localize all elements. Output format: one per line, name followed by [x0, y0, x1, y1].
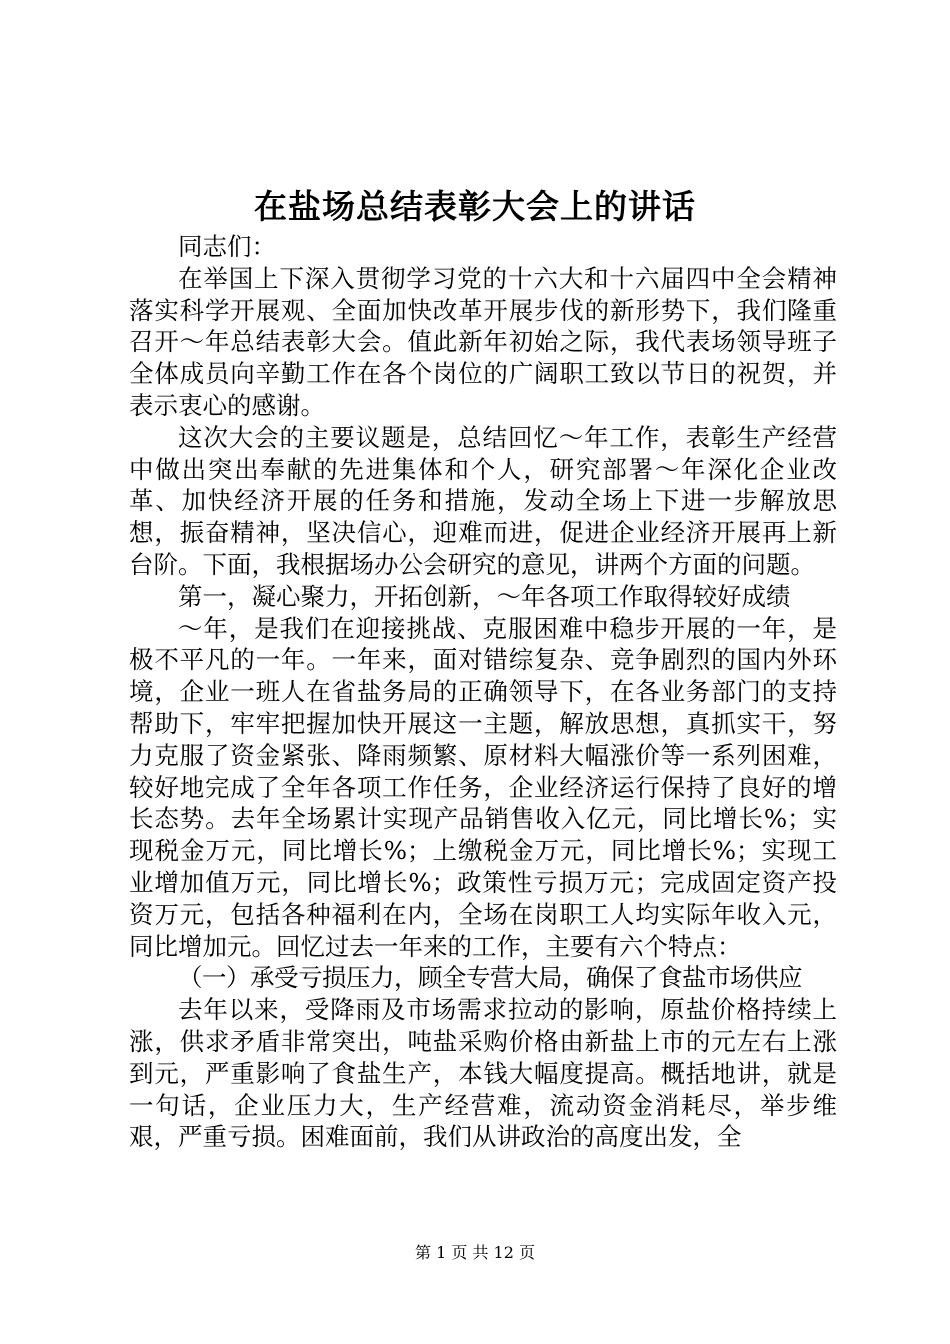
subsection-heading: （一）承受亏损压力，顾全专营大局，确保了食盐市场供应: [178, 963, 802, 993]
intro-paragraph-1: 在举国上下深入贯彻学习党的十六大和十六届四中全会精神落实科学开展观、全面加快改革开展步伐的新形势下，我们隆重召开～年总结表彰大会。值此新年初始之际，我代表场领导班子全体成员向辛勤工作在各个岗位的广阔职工致以节日的祝贺，并表示衷心的感谢。: [129, 263, 837, 420]
section-heading: 第一，凝心聚力，开拓创新，～年各项工作取得较好成绩: [178, 581, 791, 611]
subsection-paragraph: 去年以来，受降雨及市场需求拉动的影响，原盐价格持续上涨，供求矛盾非常突出，吨盐采购价格由新盐上市的元左右上涨到元，严重影响了食盐生产，本钱大幅度提高。概括地讲，就是一句话，企业压力大，生产经营难，流动资金消耗尽，举步维艰，严重亏损。困难面前，我们从讲政治的高度出发，全: [129, 995, 837, 1152]
document-title: 在盐场总结表彰大会上的讲话: [254, 187, 696, 226]
intro-paragraph-2: 这次大会的主要议题是，总结回忆～年工作，表彰生产经营中做出突出奉献的先进集体和个人，研究部署～年深化企业改革、加快经济开展的任务和措施，发动全场上下进一步解放思想，振奋精神，坚决信心，迎难而进，促进企业经济开展再上新台阶。下面，我根据场办公会研究的意见，讲两个方面的问题。: [129, 422, 837, 579]
page-footer: 第 1 页 共 12 页: [415, 1243, 535, 1262]
salutation: 同志们：: [178, 232, 276, 261]
section-paragraph: ～年，是我们在迎接挑战、克服困难中稳步开展的一年，是极不平凡的一年。一年来，面对错综复杂、竞争剧烈的国内外环境，企业一班人在省盐务局的正确领导下，在各业务部门的支持帮助下，牢牢把握加快开展这一主题，解放思想，真抓实干，努力克服了资金紧张、降雨频繁、原材料大幅涨价等一系列困难，较好地完成了全年各项工作任务，企业经济运行保持了良好的增长态势。去年全场累计实现产品销售收入亿元，同比增长%；实现税金万元，同比增长%；上缴税金万元，同比增长%；实现工业增加值万元，同比增长%；政策性亏损万元；完成固定资产投资万元，包括各种福利在内，全场在岗职工人均实际年收入元，同比增加元。回忆过去一年来的工作，主要有六个特点：: [129, 613, 837, 961]
document-body: [129, 231, 837, 1153]
